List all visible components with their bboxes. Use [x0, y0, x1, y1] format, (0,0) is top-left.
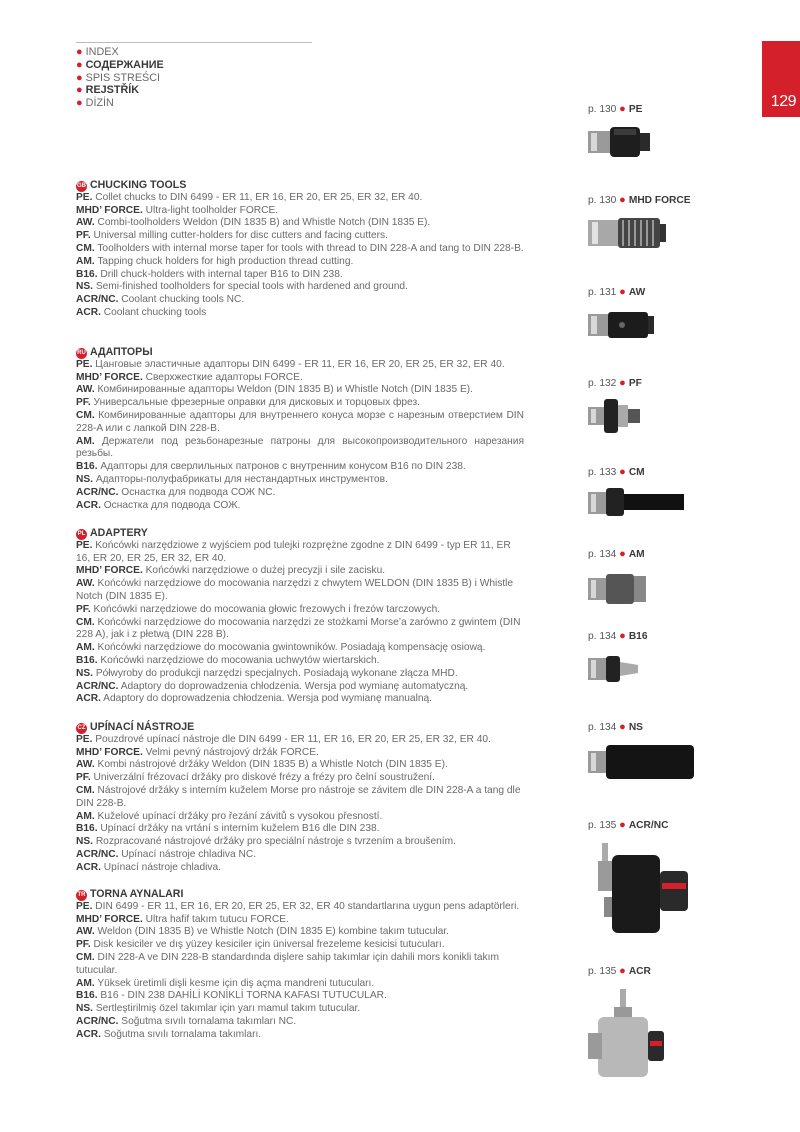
language-menu-item[interactable]	[76, 59, 164, 72]
weldon-holder-icon	[588, 304, 788, 347]
product-code: B16	[628, 631, 648, 642]
collet-chuck-pe-icon	[588, 121, 788, 164]
section-heading	[76, 888, 524, 901]
flag-tr-icon: TR	[76, 890, 87, 901]
section-title: TORNA AYNALARI	[90, 888, 184, 900]
entry-text: Цанговые эластичные адапторы DIN 6499 - ER 11, ER 16, ER 20, ER 25, ER 32, ER 40.	[92, 358, 505, 370]
section-title: ADAPTERY	[90, 527, 148, 539]
toolholder-force-icon	[588, 212, 788, 255]
entry-text: Soğutma sıvılı tornalama takımları NC.	[118, 1015, 297, 1027]
language-menu-label: INDEX	[85, 46, 119, 58]
entry-code: PE.	[76, 358, 93, 370]
entry-text: Univerzální frézovací držáky pro diskové frézy a frézy pro čelní soustružení.	[90, 772, 435, 784]
language-menu-label: DİZİN	[85, 97, 114, 110]
entry-code: CM.	[76, 242, 95, 254]
entry	[76, 849, 524, 862]
entry-code: B16.	[76, 823, 98, 835]
coolant-tool-icon	[588, 983, 788, 1090]
entry	[76, 978, 524, 991]
product-ns[interactable]	[588, 721, 788, 786]
language-menu-item[interactable]	[76, 72, 164, 85]
entry-text: Upínací nástroje chladiva.	[100, 861, 221, 873]
entry	[76, 901, 524, 914]
product-page: p. 134	[588, 549, 617, 560]
section-heading	[76, 721, 524, 734]
entry-text: Ultra hafif takım tutucu FORCE.	[142, 913, 289, 925]
product-label	[588, 630, 788, 642]
entry-code: PE.	[76, 191, 93, 203]
section-title: CHUCKING TOOLS	[90, 179, 187, 191]
section-heading	[76, 527, 524, 540]
entry-code: AM.	[76, 810, 95, 822]
entry-text: Держатели под резьбонарезные патроны для высокопроизводительного нарезания резьбы.	[76, 435, 524, 460]
section-tr	[76, 888, 524, 1042]
language-menu-label: СОДЕРЖАНИЕ	[85, 58, 164, 71]
section-ru	[76, 346, 524, 512]
entry-code: ACR.	[76, 1028, 101, 1040]
coolant-tool-nc-icon	[588, 837, 788, 950]
section-heading	[76, 179, 524, 192]
entry-text: Yüksek üretimli dişli kesme için diş açma mandreni tutucuları.	[94, 977, 375, 989]
product-label	[588, 819, 788, 831]
section-pl	[76, 527, 524, 706]
entry-code: ACR/NC.	[76, 1015, 119, 1027]
entry-text: Końcówki narzędziowe z wyjściem pod tulejki rozprężne zgodne z DIN 6499 - typ ER 11, ER 16, ER 20, ER 25, ER 32, ER 40.	[76, 539, 511, 564]
flag-pl-icon: PL	[76, 529, 87, 540]
product-code: PE	[628, 104, 643, 115]
product-label	[588, 194, 788, 206]
entry-code: PE.	[76, 900, 93, 912]
product-page: p. 130	[588, 195, 617, 206]
entry	[76, 372, 524, 385]
product-code: AW	[628, 287, 646, 298]
entry	[76, 1029, 524, 1042]
entry	[76, 693, 524, 706]
entry-code: AW.	[76, 217, 95, 229]
entry-text: Końcówki narzędziowe do mocowania uchwytów wiertarskich.	[97, 654, 380, 666]
entry	[76, 642, 524, 655]
entry	[76, 1016, 524, 1029]
entry-text: B16 - DIN 238 DAHİLİ KONİKLİ TORNA KAFASI TUTUCULAR.	[97, 990, 387, 1002]
entry	[76, 192, 524, 205]
entry	[76, 217, 524, 230]
entry-code: CM.	[76, 409, 95, 421]
entry-code: MHD’ FORCE.	[76, 746, 143, 758]
entry-code: ACR/NC.	[76, 294, 119, 306]
entry-text: Upínací nástroje chladiva NC.	[118, 848, 257, 860]
entry-text: Półwyroby do produkcji narzędzi specjalnych. Posiadają wykonane złącza MHD.	[92, 667, 458, 679]
entry	[76, 862, 524, 875]
entry-text: Combi-toolholders Weldon (DIN 1835 B) and Whistle Notch (DIN 1835 E).	[94, 217, 431, 229]
product-acr[interactable]	[588, 965, 788, 1090]
entry-text: Drill chuck-holders with internal taper B16 to DIN 238.	[97, 268, 343, 280]
entry	[76, 617, 524, 643]
section-title: АДАПТОРЫ	[90, 346, 153, 358]
drill-chuck-holder-icon	[588, 648, 788, 693]
entry-code: AW.	[76, 926, 95, 938]
flag-gb-icon: GB	[76, 181, 87, 192]
language-menu-item[interactable]	[76, 46, 164, 59]
language-menu-item[interactable]	[76, 97, 164, 110]
entry-code: MHD’ FORCE.	[76, 565, 143, 577]
product-code: ACR/NC	[628, 820, 669, 831]
product-page: p. 134	[588, 722, 617, 733]
entry-text: Универсальные фрезерные оправки для дисковых и торцовых фрез.	[90, 397, 420, 409]
entry	[76, 500, 524, 513]
entry	[76, 540, 524, 566]
product-label	[588, 548, 788, 560]
entry	[76, 759, 524, 772]
bullet-icon: ●	[76, 71, 83, 84]
product-label	[588, 466, 788, 478]
entry-text: Nástrojové držáky s interním kuželem Morse pro nástroje se závitem dle DIN 228-A a tang dle DIN 228-B.	[76, 784, 521, 809]
entry	[76, 1003, 524, 1016]
entry-code: ACR.	[76, 861, 101, 873]
product-code: ACR	[628, 966, 651, 977]
entry-code: MHD’ FORCE.	[76, 913, 143, 925]
tapping-chuck-holder-icon	[588, 566, 788, 613]
bullet-icon: ●	[619, 194, 626, 206]
entry-text: Coolant chucking tools NC.	[118, 294, 245, 306]
entry-code: ACR.	[76, 306, 101, 318]
entry	[76, 990, 524, 1003]
entry-text: DIN 6499 - ER 11, ER 16, ER 20, ER 25, ER 32, ER 40 standartlarına uygun pens adaptörleri.	[92, 900, 520, 912]
entry	[76, 269, 524, 282]
bullet-icon: ●	[619, 286, 626, 298]
entry	[76, 734, 524, 747]
entry-code: AM.	[76, 642, 95, 654]
entry-text: Адапторы-полуфабрикаты для нестандартных инструментов.	[92, 473, 388, 485]
entry-code: AM.	[76, 255, 95, 267]
product-code: MHD FORCE	[628, 195, 691, 206]
entry-code: B16.	[76, 268, 98, 280]
entry-text: Ultra-light toolholder FORCE.	[142, 204, 279, 216]
entry	[76, 294, 524, 307]
bullet-icon: ●	[619, 965, 626, 977]
entry-text: Оснастка для подвода СОЖ NC.	[118, 486, 276, 498]
entry-code: AW.	[76, 578, 95, 590]
entry-text: Kombi nástrojové držáky Weldon (DIN 1835 B) a Whistle Notch (DIN 1835 E).	[94, 759, 448, 771]
section-heading	[76, 346, 524, 359]
entry-code: PE.	[76, 539, 93, 551]
entry-text: Coolant chucking tools	[100, 306, 207, 318]
entry-code: B16.	[76, 990, 98, 1002]
product-page: p. 132	[588, 378, 617, 389]
entry-code: AM.	[76, 977, 95, 989]
entry-text: Rozpracované nástrojové držáky pro speciální nástroje s tvrzením a broušením.	[92, 836, 456, 848]
entry	[76, 474, 524, 487]
entry-code: PF.	[76, 772, 91, 784]
entry-code: ACR.	[76, 693, 101, 705]
language-menu-label: SPIS STREŚCI	[85, 71, 161, 84]
entry-text: Сверхжесткие адапторы FORCE.	[142, 371, 303, 383]
product-pf[interactable]	[588, 377, 788, 438]
product-code: CM	[628, 467, 645, 478]
entry-text: Kuželové upínací držáky pro řezání závitů s vysokou přesností.	[94, 810, 383, 822]
entry	[76, 205, 524, 218]
entry	[76, 785, 524, 811]
entry-text: Weldon (DIN 1835 B) ve Whistle Notch (DIN 1835 E) kombine takım tutucular.	[94, 926, 449, 938]
entry-text: Комбинированные адапторы для внутреннего конуса морзе с нарезным отверстием DIN 228-A или с лапкой DIN 228-B.	[76, 409, 524, 434]
entry	[76, 359, 524, 372]
entry	[76, 668, 524, 681]
entry	[76, 281, 524, 294]
entry-text: Universal milling cutter-holders for disc cutters and facing cutters.	[90, 230, 388, 242]
product-page: p. 133	[588, 467, 617, 478]
entry-text: Końcówki narzędziowe do mocowania narzędzi ze stożkami Morse’a zarówno z gwintem (DIN 228 A), jak i z płetwą (DIN 228 B).	[76, 616, 521, 641]
entry-code: MHD’ FORCE.	[76, 371, 143, 383]
entry-code: AW.	[76, 759, 95, 771]
entry-code: CM.	[76, 784, 95, 796]
entry	[76, 747, 524, 760]
product-code: NS	[628, 722, 643, 733]
entry	[76, 914, 524, 927]
entry-text: Adaptory do doprowadzenia chłodzenia. Wersja pod wymianę automatyczną.	[118, 680, 469, 692]
entry	[76, 811, 524, 824]
entry	[76, 487, 524, 500]
flag-ru-icon: RU	[76, 348, 87, 359]
entry-text: Końcówki narzędziowe do mocowania narzędzi z chwytem WELDON (DIN 1835 B) i Whistle Notch (DIN 1835 E).	[76, 578, 514, 602]
product-code: PF	[628, 378, 642, 389]
entry-code: MHD’ FORCE.	[76, 204, 143, 216]
bullet-icon: ●	[76, 46, 83, 58]
entry	[76, 836, 524, 849]
entry	[76, 307, 524, 320]
bullet-icon: ●	[76, 58, 83, 71]
entry-code: PF.	[76, 603, 91, 615]
entry-text: Collet chucks to DIN 6499 - ER 11, ER 16, ER 20, ER 25, ER 32, ER 40.	[92, 191, 423, 203]
entry-code: NS.	[76, 473, 93, 485]
top-rule	[76, 42, 312, 43]
entry	[76, 384, 524, 397]
entry	[76, 256, 524, 269]
product-page: p. 130	[588, 104, 617, 115]
flag-cz-icon: CZ	[76, 723, 87, 734]
product-page: p. 131	[588, 287, 617, 298]
entry	[76, 604, 524, 617]
entry	[76, 243, 524, 256]
entry	[76, 772, 524, 785]
entry-text: Upínací držáky na vrtání s interním kuželem B16 dle DIN 238.	[97, 823, 380, 835]
entry-code: CM.	[76, 951, 95, 963]
product-code: AM	[628, 549, 645, 560]
section-cz	[76, 721, 524, 875]
product-label	[588, 965, 788, 977]
entry-text: Velmi pevný nástrojový držák FORCE.	[142, 746, 319, 758]
product-page: p. 135	[588, 966, 617, 977]
product-label	[588, 286, 788, 298]
entry-text: Disk kesiciler ve dış yüzey kesiciler için üniversal frezeleme kesicisi tutucuları.	[90, 939, 445, 951]
product-acr-nc[interactable]	[588, 819, 788, 950]
entry-code: PF.	[76, 397, 91, 409]
entry-text: Комбинированные адапторы Weldon (DIN 1835 B) и Whistle Notch (DIN 1835 E).	[94, 384, 473, 396]
bullet-icon: ●	[76, 84, 83, 97]
section-gb	[76, 179, 524, 320]
entry-text: Toolholders with internal morse taper for tools with thread to DIN 228-A and tang to DIN 228-B.	[94, 242, 524, 254]
bullet-icon: ●	[619, 377, 626, 389]
product-pe[interactable]	[588, 103, 788, 164]
entry	[76, 578, 524, 604]
bullet-icon: ●	[619, 103, 626, 115]
language-menu	[76, 46, 164, 110]
entry-code: ACR/NC.	[76, 848, 119, 860]
entry-code: CM.	[76, 616, 95, 628]
bullet-icon: ●	[76, 97, 83, 110]
entry-code: AM.	[76, 435, 95, 447]
entry-code: NS.	[76, 667, 93, 679]
entry	[76, 952, 524, 978]
entry-code: NS.	[76, 1003, 93, 1015]
product-aw[interactable]	[588, 286, 788, 347]
entry	[76, 681, 524, 694]
entry	[76, 230, 524, 243]
product-page: p. 134	[588, 631, 617, 642]
entry	[76, 823, 524, 836]
entry-text: Końcówki narzędziowe do mocowania głowic frezowych i frezów tarczowych.	[90, 603, 441, 615]
product-am[interactable]	[588, 548, 788, 613]
section-title: UPÍNACÍ NÁSTROJE	[90, 721, 195, 733]
entry-text: Адапторы для сверлильных патронов с внутренним конусом B16 по DIN 238.	[97, 461, 466, 473]
entry	[76, 461, 524, 474]
entry	[76, 655, 524, 668]
entry-text: Adaptory do doprowadzenia chłodzenia. Wersja pod wymianę manualną.	[100, 693, 433, 705]
entry-text: Sertleştirilmiş özel takımlar için yarı mamul takım tutucular.	[92, 1003, 361, 1015]
language-menu-item[interactable]	[76, 84, 164, 97]
semi-finished-holder-icon	[588, 739, 788, 786]
entry-text: Końcówki narzędziowe do mocowania gwintowników. Posiadają kompensację osiową.	[94, 642, 486, 654]
bullet-icon: ●	[619, 630, 626, 642]
product-label	[588, 377, 788, 389]
entry-code: ACR.	[76, 499, 101, 511]
entry-text: Soğutma sıvılı tornalama takımları.	[100, 1028, 262, 1040]
bullet-icon: ●	[619, 819, 626, 831]
page-number: 129	[770, 93, 796, 110]
entry-code: PF.	[76, 939, 91, 951]
entry-text: Оснастка для подвода СОЖ.	[100, 499, 241, 511]
entry-text: Pouzdrové upínací nástroje dle DIN 6499 - ER 11, ER 16, ER 20, ER 25, ER 32, ER 40.	[92, 733, 491, 745]
entry-text: Końcówki narzędziowe o dużej precyzji i sile zacisku.	[142, 565, 386, 577]
product-label	[588, 721, 788, 733]
entry-text: Tapping chuck holders for high production thread cutting.	[94, 255, 354, 267]
entry-code: NS.	[76, 281, 93, 293]
entry-code: PF.	[76, 230, 91, 242]
product-label	[588, 103, 788, 115]
bullet-icon: ●	[619, 721, 626, 733]
entry	[76, 926, 524, 939]
entry	[76, 565, 524, 578]
entry-code: B16.	[76, 654, 98, 666]
product-b16[interactable]	[588, 630, 788, 693]
entry	[76, 939, 524, 952]
entry-code: PE.	[76, 733, 93, 745]
product-cm[interactable]	[588, 466, 788, 523]
entry-code: B16.	[76, 461, 98, 473]
entry	[76, 436, 524, 462]
entry-code: ACR/NC.	[76, 486, 119, 498]
entry-code: NS.	[76, 836, 93, 848]
entry	[76, 397, 524, 410]
language-menu-label: REJSTŘÍK	[85, 84, 140, 97]
entry-text: DIN 228-A ve DIN 228-B standardında dişlere sahip takımlar için dahili mors konikli takım tutucular.	[76, 951, 499, 976]
bullet-icon: ●	[619, 466, 626, 478]
product-page: p. 135	[588, 820, 617, 831]
entry-text: Semi-finished toolholders for special tools with hardened and ground.	[92, 281, 408, 293]
bullet-icon: ●	[619, 548, 626, 560]
entry-code: ACR/NC.	[76, 680, 119, 692]
entry	[76, 410, 524, 436]
morse-taper-holder-icon	[588, 484, 788, 523]
milling-cutter-holder-icon	[588, 395, 788, 438]
entry-code: AW.	[76, 384, 95, 396]
product-mhd-force[interactable]	[588, 194, 788, 255]
